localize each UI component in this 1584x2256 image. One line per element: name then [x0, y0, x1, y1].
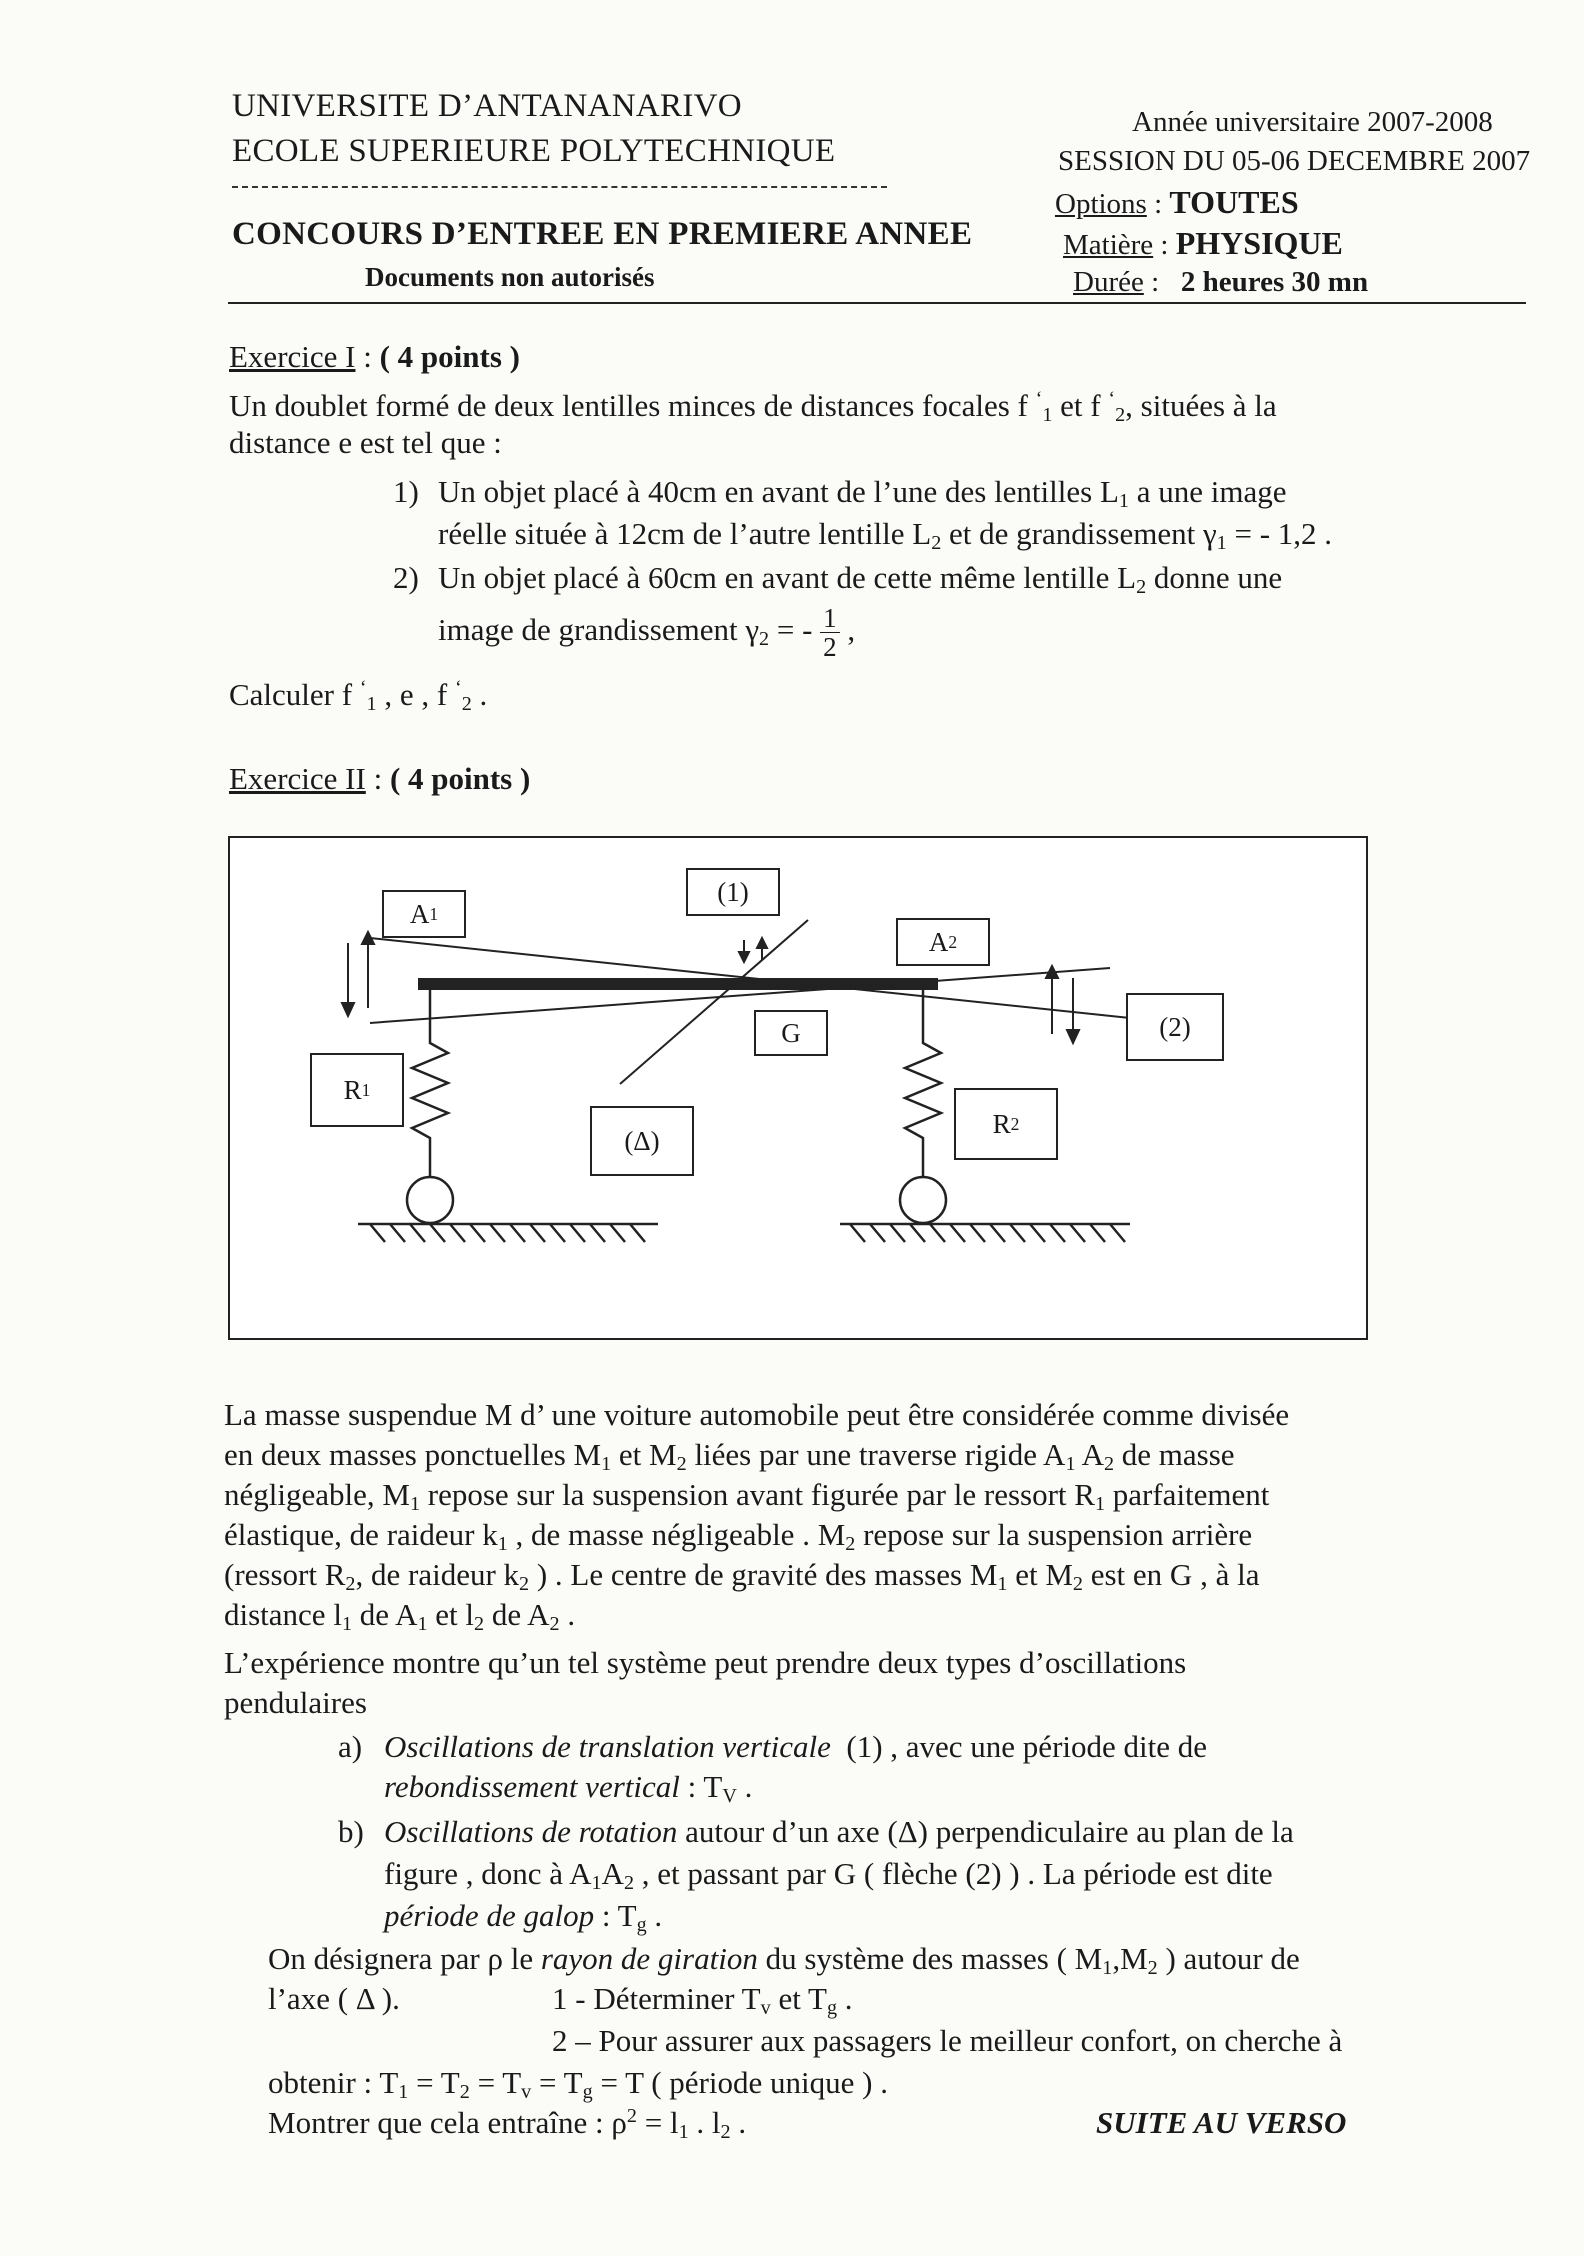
- documents-note: Documents non autorisés: [365, 262, 655, 292]
- exercise2-heading: Exercice II : ( 4 points ): [229, 761, 531, 796]
- exercise1-points: ( 4 points ): [379, 339, 520, 374]
- duration-label: Durée: [1073, 266, 1144, 298]
- exercise1-item2-line1: Un objet placé à 60cm en avant de cette même lentille $L_2$ donne une: [438, 560, 1283, 599]
- exercise1-heading: Exercice I : ( 4 points ): [229, 339, 520, 374]
- exercise1-compute: Calculer f ‘$_1$ , e , f ‘$_2$ .: [229, 676, 488, 716]
- duration-value: 2 heures 30 mn: [1180, 266, 1369, 298]
- ex2-question-1: 1 - Déterminer $T_v$ et $T_g$ .: [552, 1981, 853, 2020]
- exercise1-intro-line2: distance e est tel que :: [229, 425, 502, 460]
- label-1: (1): [686, 868, 780, 916]
- options-label: Options: [1055, 188, 1147, 220]
- academic-year: Année universitaire 2007-2008: [1132, 106, 1493, 138]
- options-value: TOUTES: [1169, 184, 1299, 220]
- label-a2: A 2: [896, 918, 990, 966]
- ex2-para-line7: L’expérience montre qu’un tel système peut prendre deux types d’oscillations: [224, 1645, 1187, 1680]
- rear-wheel-icon: [900, 1177, 946, 1223]
- ex2-item-b-line2: figure , donc à $A_1A_2$ , et passant par G ( flèche (2) ) . La période est dite: [384, 1856, 1273, 1895]
- label-delta: (Δ): [590, 1106, 694, 1176]
- ex2-para-line3: négligeable, $M_1$ repose sur la suspension avant figurée par le ressort $R_1$ parfaitement: [224, 1477, 1270, 1516]
- left-double-arrow-icon: [342, 932, 374, 1016]
- options-line: Options : TOUTES: [1055, 184, 1299, 220]
- ex2-question-intro: On désignera par ρ le rayon de giration du système des masses ( $M_1,M_2$ ) autour de: [268, 1941, 1300, 1980]
- session-date: SESSION DU 05-06 DECEMBRE 2007: [1058, 145, 1531, 177]
- exercise1-item1-num: 1): [393, 474, 419, 509]
- ex2-question-2-line2: obtenir : $T_1 = T_2 = T_v = T_g = T$ ( période unique ) .: [268, 2065, 888, 2104]
- ex2-item-a-label: a): [338, 1729, 363, 1764]
- label-r2: R 2: [954, 1088, 1058, 1160]
- fraction-one-half: $\frac{1}{2}$: [820, 604, 840, 662]
- ex2-para-line4: élastique, de raideur $k_1$ , de masse négligeable . $M_2$ repose sur la suspension arrière: [224, 1517, 1253, 1556]
- ex2-question-axis: l’axe ( Δ ).: [268, 1981, 400, 2016]
- ex2-question-2: 2 – Pour assurer aux passagers le meilleur confort, on cherche à: [552, 2023, 1343, 2058]
- ex2-item-b-label: b): [338, 1814, 364, 1849]
- exam-title: CONCOURS D’ENTREE EN PREMIERE ANNEE: [232, 216, 973, 252]
- header-rule: [228, 302, 1526, 304]
- subject-value: PHYSIQUE: [1175, 225, 1343, 261]
- rigid-beam-a1a2: [418, 978, 938, 990]
- school-name: ECOLE SUPERIEURE POLYTECHNIQUE: [232, 133, 836, 169]
- duration-line: Durée : 2 heures 30 mn: [1073, 266, 1369, 298]
- ex2-para-line8: pendulaires: [224, 1685, 367, 1720]
- exercise2-points: ( 4 points ): [389, 761, 531, 796]
- ground-hatching: [358, 1224, 1130, 1242]
- ex2-para-line6: distance $l_1$ de $A_1$ et $l_2$ de $A_2$ .: [224, 1597, 576, 1636]
- exercise1-intro: Un doublet formé de deux lentilles minces de distances focales f ‘$_1$ et f ‘$_2$, situées à la: [229, 387, 1277, 427]
- university-name: UNIVERSITE D’ANTANANARIVO: [232, 88, 742, 124]
- label-g: G: [754, 1010, 828, 1056]
- ex2-item-a-line2: rebondissement vertical : $T_V$ .: [384, 1769, 753, 1808]
- spring-r1-icon: [412, 988, 448, 1177]
- exercise1-item2-line2: image de grandissement $\gamma_2$ = - $\frac{1}{2}$ ,: [438, 603, 856, 663]
- exercise2-title: Exercice II: [229, 761, 366, 796]
- ex2-para-line1: La masse suspendue M d’ une voiture automobile peut être considérée comme divisée: [224, 1397, 1290, 1432]
- label-r1: R 1: [310, 1053, 404, 1127]
- subject-line: Matière : PHYSIQUE: [1063, 225, 1343, 261]
- spring-r2-icon: [905, 988, 941, 1177]
- ex2-item-b-line1: Oscillations de rotation autour d’un axe (Δ) perpendiculaire au plan de la: [384, 1814, 1294, 1849]
- exercise1-title: Exercice I: [229, 339, 356, 374]
- ex2-para-line2: en deux masses ponctuelles $M_1$ et $M_2$ liées par une traverse rigide $A_1$ $A_2$ de masse: [224, 1437, 1235, 1476]
- ex2-item-b-line3: période de galop : $T_g$ .: [384, 1898, 663, 1937]
- ex2-item-a-line1: Oscillations de translation verticale (1) , avec une période dite de: [384, 1729, 1208, 1764]
- label-a1: A 1: [382, 890, 466, 938]
- ex2-para-line5: (ressort $R_2$, de raideur $k_2$ ) . Le centre de gravité des masses $M_1$ et $M_2$ est en G , à la: [224, 1557, 1260, 1596]
- ex2-question-3: Montrer que cela entraîne : $\rho^2 = l_1$ . $l_2$ .: [268, 2104, 747, 2144]
- suite-au-verso: SUITE AU VERSO: [1096, 2105, 1347, 2140]
- vertical-translation-arrows-icon: [739, 938, 767, 962]
- right-double-arrow-icon: [1046, 966, 1079, 1043]
- exercise1-item2-num: 2): [393, 560, 419, 595]
- label-2: (2): [1126, 993, 1224, 1061]
- front-wheel-icon: [407, 1177, 453, 1223]
- exercise1-item1-line2: réelle située à 12cm de l’autre lentille $L_2$ et de grandissement $\gamma_1$ = - 1,2 .: [438, 516, 1333, 555]
- suspension-figure: [228, 836, 1368, 1340]
- exercise1-item1-line1: Un objet placé à 40cm en avant de l’une des lentilles $L_1$ a une image: [438, 474, 1287, 513]
- header-dashed-divider: [232, 186, 887, 188]
- subject-label: Matière: [1063, 229, 1154, 261]
